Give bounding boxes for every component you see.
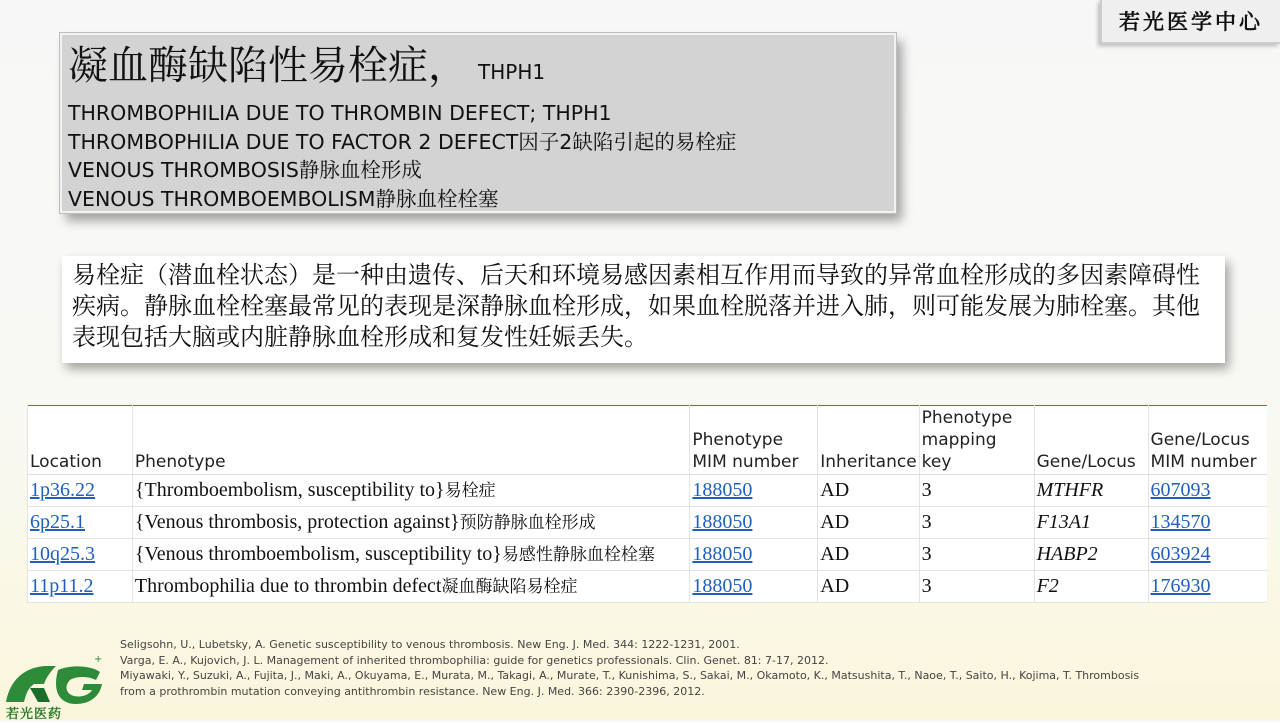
cell-gene: HABP2	[1034, 539, 1148, 571]
gene-mim-link[interactable]: 134570	[1150, 511, 1211, 533]
logo-text: 若光医药	[6, 707, 63, 722]
reference-item: Varga, E. A., Kujovich, J. L. Management of inherited thrombophilia: guide for genetics professionals. Clin. Genet. 81: 7-17, 2012.	[120, 653, 829, 667]
gene-mim-link[interactable]: 176930	[1150, 575, 1211, 597]
reference-item: Miyawaki, Y., Suzuki, A., Fujita, J., Maki, A., Okuyama, E., Murata, M., Takagi, A., Murate, T., Kunishima, S., Sakai, M., Okamoto, K., Matsushita, T., Naoe, T., Saito, H., Kojima, T. Thrombosis	[120, 669, 1140, 682]
table-row	[28, 475, 1268, 507]
cell-phenotype	[132, 539, 690, 571]
phenotype-cn: 预防静脉血栓形成	[459, 513, 596, 533]
phenotype-cn: 凝血酶缺陷易栓症	[441, 577, 578, 597]
phenotype-text: {Thromboembolism, susceptibility to}	[134, 479, 445, 501]
cell-location	[28, 507, 133, 539]
cell-gene-mim	[1148, 539, 1267, 571]
header-mapping-key-line1: Phenotype	[921, 408, 1013, 428]
header-inheritance: Inheritance	[818, 406, 919, 475]
header-gene-mim	[1148, 406, 1267, 475]
title-main-text: 凝血酶缺陷性易栓症，	[68, 43, 468, 89]
header-gene-locus: Gene/Locus	[1034, 406, 1148, 475]
header-phenotype: Phenotype	[132, 406, 690, 475]
cell-inheritance: AD	[818, 571, 919, 603]
header-phenotype-mim-line1: Phenotype	[692, 430, 784, 450]
cell-phenotype	[132, 571, 690, 603]
gene-mim-link[interactable]: 607093	[1150, 479, 1211, 501]
phenotype-text: Thrombophilia due to thrombin defect	[134, 575, 442, 597]
cell-phenotype-mim	[690, 475, 818, 507]
header-mapping-key	[919, 406, 1034, 475]
header-location: Location	[28, 406, 133, 475]
title-line-2: THROMBOPHILIA DUE TO FACTOR 2 DEFECT因子2缺陷引起的易栓症	[68, 129, 737, 154]
title-line-1: THROMBOPHILIA DUE TO THROMBIN DEFECT; THPH1	[68, 101, 612, 125]
header-gene-mim-line2: MIM number	[1150, 452, 1257, 472]
table-header-row	[28, 406, 1268, 475]
brand-label: 若光医学中心	[1100, 0, 1280, 44]
cell-gene: F13A1	[1034, 507, 1148, 539]
phenotype-cn: 易感性静脉血栓栓塞	[501, 545, 655, 565]
phenotype-text: {Venous thromboembolism, susceptibility to}	[134, 543, 502, 565]
cell-phenotype	[132, 507, 690, 539]
phenotype-mim-link[interactable]: 188050	[692, 511, 753, 533]
table-row	[28, 571, 1268, 603]
header-phenotype-mim-line2: MIM number	[692, 452, 799, 472]
header-mapping-key-line2: mapping key	[921, 430, 997, 472]
cell-gene-mim	[1148, 475, 1267, 507]
cell-gene-mim	[1148, 571, 1267, 603]
svg-text:+: +	[94, 654, 103, 665]
cell-mapping-key: 3	[919, 507, 1034, 539]
phenotype-mim-link[interactable]: 188050	[692, 575, 753, 597]
location-link[interactable]: 11p11.2	[30, 575, 94, 597]
cell-mapping-key: 3	[919, 539, 1034, 571]
phenotype-cn: 易栓症	[444, 481, 496, 501]
title-box	[60, 33, 896, 213]
cell-inheritance: AD	[818, 507, 919, 539]
table-row	[28, 539, 1268, 571]
omim-table	[27, 405, 1267, 603]
reference-item: Seligsohn, U., Lubetsky, A. Genetic susceptibility to venous thrombosis. New Eng. J. Med. 344: 1222-1231, 2001.	[120, 638, 740, 651]
table-row	[28, 507, 1268, 539]
gene-mim-link[interactable]: 603924	[1150, 543, 1211, 565]
references	[120, 637, 1220, 699]
location-link[interactable]: 6p25.1	[30, 511, 85, 533]
location-link[interactable]: 1p36.22	[30, 479, 95, 501]
title-line-3: VENOUS THROMBOSIS静脉血栓形成	[68, 158, 422, 182]
title-line-4: VENOUS THROMBOEMBOLISM静脉血栓栓塞	[68, 186, 499, 211]
cell-location	[28, 539, 133, 571]
phenotype-mim-link[interactable]: 188050	[692, 479, 753, 501]
phenotype-mim-link[interactable]: 188050	[692, 543, 753, 565]
cell-gene: F2	[1034, 571, 1148, 603]
cell-phenotype-mim	[690, 571, 818, 603]
cell-gene-mim	[1148, 507, 1267, 539]
phenotype-text: {Venous thrombosis, protection against}	[134, 511, 460, 533]
cell-inheritance: AD	[818, 475, 919, 507]
cell-location	[28, 475, 133, 507]
cell-inheritance: AD	[818, 539, 919, 571]
title-abbrev: THPH1	[478, 60, 546, 84]
page-title	[68, 39, 894, 99]
description-box	[62, 256, 1225, 363]
cell-phenotype	[132, 475, 690, 507]
cell-location	[28, 571, 133, 603]
description-text: 易栓症（潜血栓状态）是一种由遗传、后天和环境易感因素相互作用而导致的异常血栓形成的多因素障碍性疾病。静脉血栓栓塞最常见的表现是深静脉血栓形成，如果血栓脱落并进入肺，则可能发展为肺栓塞。其他表现包括大脑或内脏静脉血栓形成和复发性妊娠丢失。	[72, 261, 1200, 351]
cell-phenotype-mim	[690, 539, 818, 571]
cell-mapping-key: 3	[919, 475, 1034, 507]
cell-gene: MTHFR	[1034, 475, 1148, 507]
location-link[interactable]: 10q25.3	[30, 543, 95, 565]
reference-item: from a prothrombin mutation conveying antithrombin resistance. New Eng. J. Med. 366: 2390-2396, 2012.	[120, 684, 705, 698]
header-phenotype-mim	[690, 406, 818, 475]
cell-mapping-key: 3	[919, 571, 1034, 603]
cell-phenotype-mim	[690, 507, 818, 539]
header-gene-mim-line1: Gene/Locus	[1150, 430, 1250, 450]
